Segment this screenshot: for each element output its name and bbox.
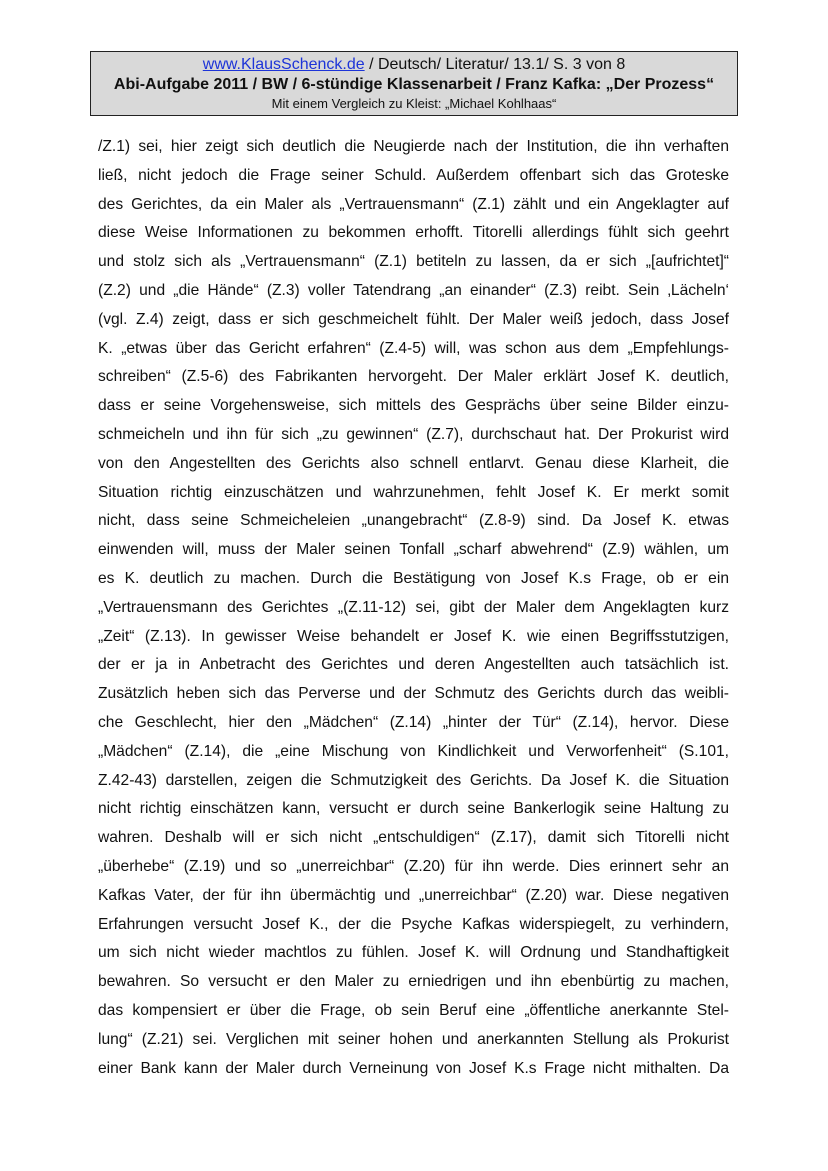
text-line: (vgl. Z.4) zeigt, dass er sich geschmeichelt fühlt. Der Maler weiß jedoch, dass Josef (98, 310, 729, 328)
text-line: „Zeit“ (Z.13). In gewisser Weise behandelt er Josef K. wie einen Begriffsstutzigen, (98, 627, 729, 645)
text-line: wahren. Deshalb will er sich nicht „entschuldigen“ (Z.17), damit sich Titorelli nicht (98, 829, 729, 847)
text-line: ließ, nicht jedoch die Frage seiner Schuld. Außerdem offenbart sich das Groteske (98, 166, 729, 184)
text-line: einwenden will, muss der Maler seinen Tonfall „scharf abwehrend“ (Z.9) wählen, um (98, 541, 729, 559)
page-header (90, 51, 738, 116)
text-line: (Z.2) und „die Hände“ (Z.3) voller Tatendrang „an einander“ (Z.3) reibt. Sein ‚Lächeln‘ (98, 281, 729, 299)
text-line: Situation richtig einzuschätzen und wahrzunehmen, fehlt Josef K. Er merkt somit (98, 483, 729, 501)
text-line: Z.42-43) darstellen, zeigen die Schmutzigkeit des Gerichts. Da Josef K. die Situation (98, 771, 729, 789)
text-line: nicht richtig einschätzen kann, versucht er durch seine Bankerlogik seine Haltung zu (98, 800, 729, 818)
text-line: der er ja in Anbetracht des Gerichtes und deren Angestellten auch tatsächlich ist. (98, 656, 729, 674)
text-line: lung“ (Z.21) sei. Verglichen mit seiner hohen und anerkannten Stellung als Prokurist (98, 1030, 729, 1048)
text-line: das kompensiert er über die Frage, ob sein Beruf eine „öffentliche anerkannte Stel- (98, 1001, 729, 1019)
text-line: „Vertrauensmann des Gerichtes „(Z.11-12) sei, gibt der Maler dem Angeklagten kurz (98, 598, 729, 616)
header-source-line (91, 55, 737, 74)
header-title: Abi-Aufgabe 2011 / BW / 6-stündige Klassenarbeit / Franz Kafka: „Der Prozess“ (113, 76, 715, 93)
site-link[interactable]: www.KlausSchenck.de (202, 56, 365, 73)
text-line: von den Angestellten des Gerichts also schnell entlarvt. Genau diese Klarheit, die (98, 454, 729, 472)
text-line: es K. deutlich zu machen. Durch die Bestätigung von Josef K.s Frage, ob er ein (98, 569, 729, 587)
text-line: des Gerichtes, da ein Maler als „Vertrauensmann“ (Z.1) zählt und ein Angeklagter auf (98, 195, 729, 213)
header-subtitle: Mit einem Vergleich zu Kleist: „Michael Kohlhaas“ (271, 96, 557, 111)
text-line: K. „etwas über das Gericht erfahren“ (Z.4-5) will, was schon aus dem „Empfehlungs- (98, 339, 729, 357)
text-line: /Z.1) sei, hier zeigt sich deutlich die Neugierde nach der Institution, die ihn verhaften (98, 138, 729, 155)
body-text (98, 133, 729, 1083)
text-line: diese Weise Informationen zu bekommen erhofft. Titorelli allerdings fühlt sich geehrt (98, 224, 729, 242)
text-line: schmeicheln und ihn für sich „zu gewinnen“ (Z.7), durchschaut hat. Der Prokurist wird (98, 425, 729, 443)
text-line: che Geschlecht, hier den „Mädchen“ (Z.14) „hinter der Tür“ (Z.14), hervor. Diese (98, 713, 729, 731)
text-line: und stolz sich als „Vertrauensmann“ (Z.1) betiteln zu lassen, da er sich „[aufrichtet]“ (98, 253, 729, 271)
text-line: schreiben“ (Z.5-6) des Fabrikanten hervorgeht. Der Maler erklärt Josef K. deutlich, (98, 368, 729, 386)
text-line: um sich nicht wieder machtlos zu fühlen. Josef K. will Ordnung und Standhaftigkeit (98, 944, 729, 962)
text-line: bewahren. So versucht er den Maler zu erniedrigen und ihn ebenbürtig zu machen, (98, 973, 729, 991)
text-line: Zusätzlich heben sich das Perverse und der Schmutz des Gerichts durch das weibli- (98, 685, 729, 703)
text-line: nicht, dass seine Schmeicheleien „unangebracht“ (Z.8-9) sind. Da Josef K. etwas (98, 512, 729, 530)
header-path: / Deutsch/ Literatur/ 13.1/ S. 3 von 8 (364, 56, 626, 73)
text-line: dass er seine Vorgehensweise, sich mittels des Gesprächs über seine Bilder einzu- (98, 397, 729, 415)
text-line: einer Bank kann der Maler durch Verneinung von Josef K.s Frage nicht mithalten. Da (98, 1059, 729, 1077)
text-line: Kafkas Vater, der für ihn übermächtig und „unerreichbar“ (Z.20) war. Diese negativen (98, 886, 729, 904)
text-line: „Mädchen“ (Z.14), die „eine Mischung von Kindlichkeit und Verworfenheit“ (S.101, (98, 742, 729, 760)
text-line: „überhebe“ (Z.19) und so „unerreichbar“ (Z.20) für ihn werde. Dies erinnert sehr an (98, 857, 729, 875)
text-line: Erfahrungen versucht Josef K., der die Psyche Kafkas widerspiegelt, zu verhindern, (98, 915, 729, 933)
